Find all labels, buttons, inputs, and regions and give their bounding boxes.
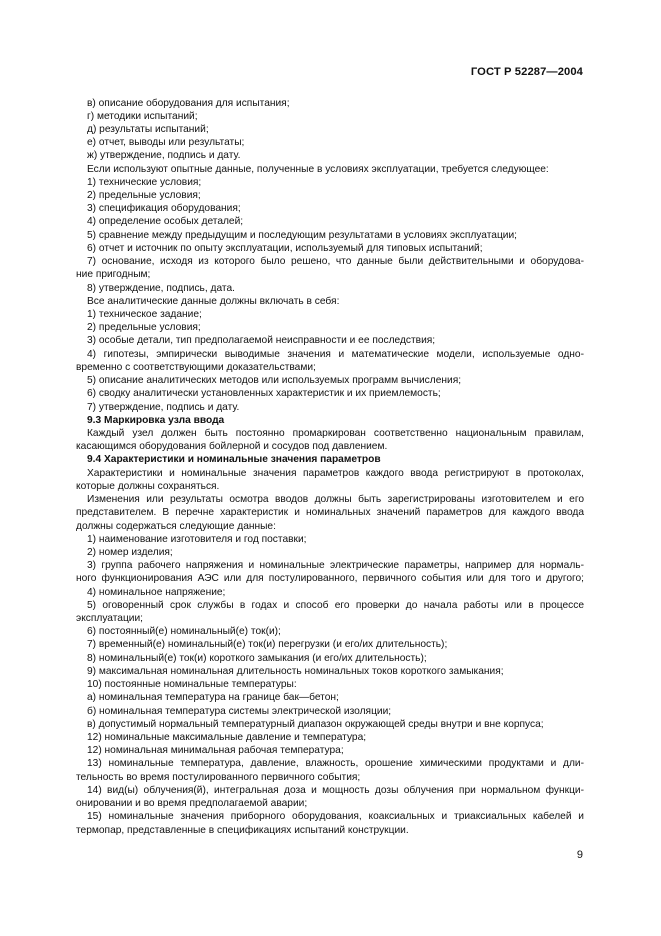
list-item: 6) постоянный(е) номинальный(е) ток(и); — [87, 626, 281, 638]
paragraph-continuation: должны содержаться следующие данные: — [76, 520, 276, 532]
list-item: 1) технические условия; — [87, 176, 202, 188]
list-item: 7) утверждение, подпись и дату. — [87, 401, 240, 413]
list-item: 5) сравнение между предыдущим и последующим результатами в условиях эксплуатации; — [87, 229, 517, 241]
paragraph-continuation: касающимся оборудования бойлерной и сосудов под давлением. — [76, 441, 388, 453]
list-item: д) результаты испытаний; — [87, 123, 209, 135]
list-item: 5) описание аналитических методов или используемых программ вычисления; — [87, 375, 462, 387]
list-item: а) номинальная температура на границе бак—бетон; — [87, 692, 339, 704]
paragraph: Изменения или результаты осмотра вводов должны быть зарегистрированы изготовителем и его — [87, 494, 584, 506]
paragraph-continuation: представителем. В перечне характеристик и номинальных значений параметров для каждого ввода — [76, 507, 584, 519]
list-item-continuation: эксплуатации; — [76, 613, 144, 625]
list-item: ж) утверждение, подпись и дату. — [87, 150, 241, 162]
list-item: 2) предельные условия; — [87, 322, 201, 334]
list-item-continuation: временно с соответствующими доказательствами; — [76, 361, 316, 373]
list-item: 15) номинальные значения приборного оборудования, коаксиальных и триаксиальных кабелей и — [87, 811, 584, 823]
paragraph: Характеристики и номинальные значения параметров каждого ввода регистрируют в протоколах, — [87, 467, 584, 479]
list-item: 12) номинальные максимальные давление и температура; — [87, 732, 367, 743]
list-item: 8) номинальный(е) ток(и) короткого замыкания (и его/их длительность); — [87, 652, 427, 664]
list-item: 14) вид(ы) облучения(й), интегральная доза и мощность дозы облучения при нормальном функци- — [87, 784, 584, 796]
list-item: е) отчет, выводы или результаты; — [87, 137, 245, 149]
list-item: 6) отчет и источник по опыту эксплуатации, используемый для типовых испытаний; — [87, 242, 483, 254]
document-code-header: ГОСТ Р 52287—2004 — [470, 66, 583, 78]
list-item: 7) временный(е) номинальный(е) ток(и) перегрузки (и его/их длительность); — [87, 639, 448, 651]
list-item: 8) утверждение, подпись, дата. — [87, 282, 235, 294]
list-item: 2) номер изделия; — [87, 546, 173, 558]
paragraph: Все аналитические данные должны включать в себя: — [87, 295, 340, 307]
list-item-continuation: термопар, представленные в спецификациях испытаний конструкции. — [76, 824, 409, 836]
list-item: 3) особые детали, тип предполагаемой неисправности и ее последствия; — [87, 335, 436, 347]
list-item: 2) предельные условия; — [87, 190, 201, 202]
list-item-continuation: ного функционирования АЭС или для постулированного, первичного события или для того и другого; — [76, 573, 584, 585]
list-item-continuation: онировании и во время предполагаемой аварии; — [76, 798, 308, 810]
list-item: 5) оговоренный срок службы в годах и способ его проверки до начала работы или в процессе — [87, 599, 584, 611]
list-item: в) допустимый нормальный температурный диапазон окружающей среды внутри и вне корпуса; — [87, 718, 544, 730]
list-item: 12) номинальная минимальная рабочая температура; — [87, 745, 344, 757]
section-heading: 9.3 Маркировка узла ввода — [87, 414, 225, 426]
list-item-continuation: ние пригодным; — [76, 269, 151, 281]
list-item: 6) сводку аналитически установленных характеристик и их приемлемость; — [87, 388, 441, 400]
list-item: 4) определение особых деталей; — [87, 216, 244, 228]
paragraph: Каждый узел должен быть постоянно промаркирован соответственно национальным правилам, — [87, 427, 584, 439]
list-item: 1) техническое задание; — [87, 309, 202, 320]
list-item: 3) спецификация оборудования; — [87, 203, 241, 215]
document-body — [76, 97, 584, 837]
section-heading: 9.4 Характеристики и номинальные значения параметров — [87, 454, 381, 466]
list-item: 9) максимальная номинальная длительность номинальных токов короткого замыкания; — [87, 665, 504, 677]
page-number: 9 — [576, 849, 583, 861]
list-item: б) номинальная температура системы электрической изоляции; — [87, 705, 392, 717]
list-item: 7) основание, исходя из которого было решено, что данные были действительными и оборудова- — [87, 256, 584, 268]
list-item-continuation: тельность во время постулированного первичного события; — [76, 771, 361, 783]
list-item: 4) номинальное напряжение; — [87, 586, 226, 598]
list-item: 1) наименование изготовителя и год поставки; — [87, 533, 307, 545]
list-item: 13) номинальные температура, давление, влажность, орошение химическими продуктами и дли- — [87, 758, 584, 770]
list-item: 4) гипотезы, эмпирически выводимые значения и математические модели, используемые одно- — [87, 348, 584, 360]
paragraph-continuation: которые должны сохраняться. — [76, 480, 220, 492]
list-item: в) описание оборудования для испытания; — [87, 97, 290, 109]
list-item: г) методики испытаний; — [87, 110, 198, 122]
list-item: 3) группа рабочего напряжения и номинальные электрические параметры, например для нормаль- — [87, 560, 584, 572]
paragraph: Если используют опытные данные, полученные в условиях эксплуатации, требуется следующее: — [87, 163, 549, 175]
list-item: 10) постоянные номинальные температуры: — [87, 679, 297, 691]
